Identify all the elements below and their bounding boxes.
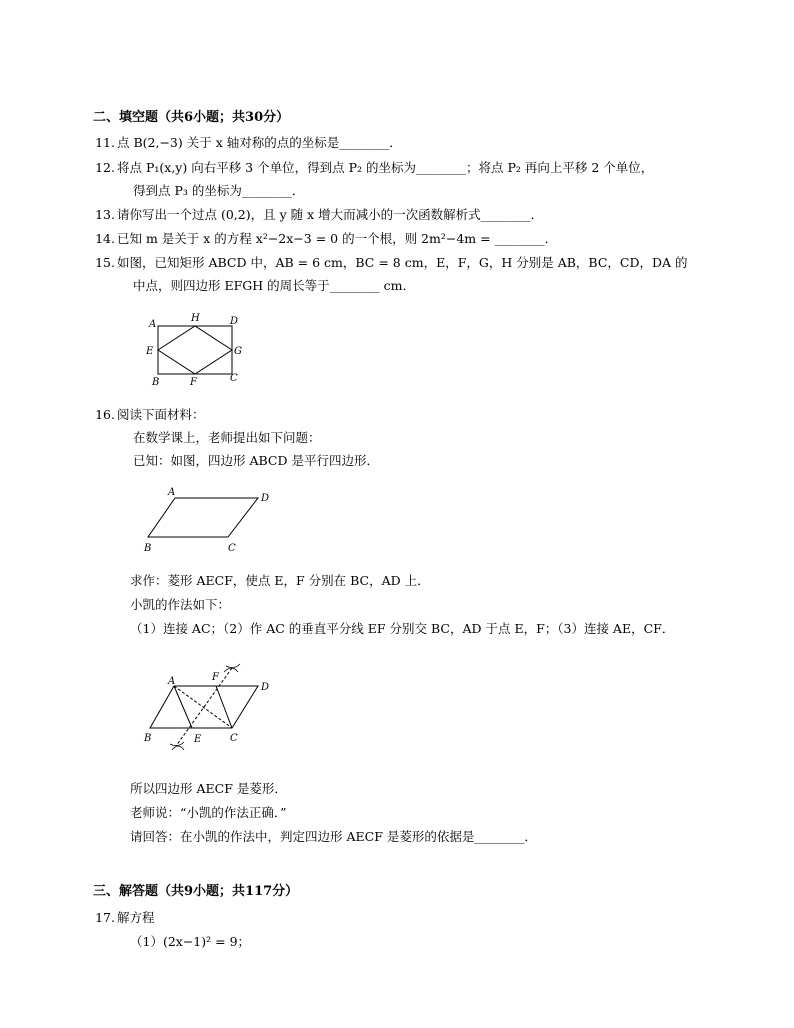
label-f: F [190, 377, 197, 388]
question-13 [93, 207, 543, 223]
question-11 [93, 135, 402, 151]
rectangle-abcd [158, 326, 232, 374]
rectangle-figure [140, 310, 250, 390]
question-text-line1: 如图，已知矩形 ABCD 中，AB = 6 cm，BC = 8 cm，E，F，G，H 分别是 AB，BC，CD，DA 的 [117, 255, 688, 270]
question-number: 12. [95, 160, 115, 175]
label-a: A [149, 319, 157, 330]
label-b: B [152, 377, 160, 388]
label-b: B [144, 543, 152, 554]
rhombus-construction-figure [140, 650, 280, 760]
question-16-task: 求作：菱形 AECF，使点 E，F 分别在 BC，AD 上． [130, 573, 430, 588]
label-c: C [228, 543, 236, 554]
question-number: 11. [95, 135, 115, 150]
question-15-line2: 中点，则四边形 EFGH 的周长等于________ cm． [133, 278, 415, 293]
label-c: C [230, 373, 238, 384]
question-text: 点 B(2,−3) 关于 x 轴对称的点的坐标是________． [117, 135, 402, 150]
question-number: 16. [95, 407, 115, 422]
arc-mark-top [226, 664, 240, 668]
parallelogram-abcd [150, 686, 258, 728]
arc-mark-bottom-2 [172, 746, 184, 750]
question-number: 17. [95, 910, 115, 925]
question-number: 13. [95, 207, 115, 222]
question-number: 15. [95, 255, 115, 270]
question-intro: 阅读下面材料： [117, 407, 205, 422]
parallelogram-abcd [148, 498, 258, 537]
question-12 [93, 160, 653, 176]
label-d: D [230, 316, 239, 327]
label-a: A [168, 487, 176, 498]
question-16-method: 小凯的作法如下： [130, 597, 231, 612]
label-d: D [261, 493, 270, 504]
label-e: E [194, 734, 202, 745]
question-number: 14. [95, 231, 115, 246]
label-b: B [144, 733, 152, 744]
question-17 [93, 910, 155, 926]
question-15 [93, 255, 688, 271]
question-text: 请你写出一个过点 (0,2)，且 y 随 x 增大而减小的一次函数解析式________． [117, 207, 544, 222]
question-16-p2: 已知：如图，四边形 ABCD 是平行四边形． [133, 453, 379, 468]
label-c: C [230, 733, 238, 744]
question-text-line1: 将点 P₁(x,y) 向右平移 3 个单位，得到点 P₂ 的坐标为________；将点 P₂ 再向上平移 2 个单位， [117, 160, 654, 175]
arc-mark-bottom [170, 742, 184, 746]
label-f: F [212, 672, 219, 683]
label-d: D [261, 682, 270, 693]
label-a: A [168, 676, 176, 687]
label-g: G [234, 346, 242, 357]
section-3-title: 三、解答题（共9小题；共117分） [93, 884, 299, 899]
question-16-steps: （1）连接 AC；（2）作 AC 的垂直平分线 EF 分别交 BC，AD 于点 E，F；（3）连接 AE，CF． [130, 621, 675, 636]
label-h: H [191, 313, 200, 324]
question-text: 解方程 [117, 910, 155, 925]
question-16-conclusion: 所以四边形 AECF 是菱形． [130, 781, 287, 796]
rhombus-efgh [158, 326, 232, 374]
question-17-sub1: （1）(2x−1)² = 9； [130, 934, 251, 949]
question-16-p1: 在数学课上，老师提出如下问题： [133, 430, 321, 445]
section-2-title: 二、填空题（共6小题；共30分） [93, 110, 290, 125]
question-16-question: 请回答：在小凯的作法中，判定四边形 AECF 是菱形的依据是________． [130, 829, 537, 844]
question-14 [93, 231, 557, 247]
label-e: E [146, 346, 154, 357]
parallelogram-figure [140, 485, 280, 555]
question-16-teacher: 老师说：“小凯的作法正确．” [130, 805, 287, 820]
question-text: 已知 m 是关于 x 的方程 x²−2x−3 = 0 的一个根，则 2m²−4m = ________． [117, 231, 558, 246]
question-16 [93, 407, 205, 423]
question-12-line2: 得到点 P₃ 的坐标为________． [133, 183, 305, 198]
